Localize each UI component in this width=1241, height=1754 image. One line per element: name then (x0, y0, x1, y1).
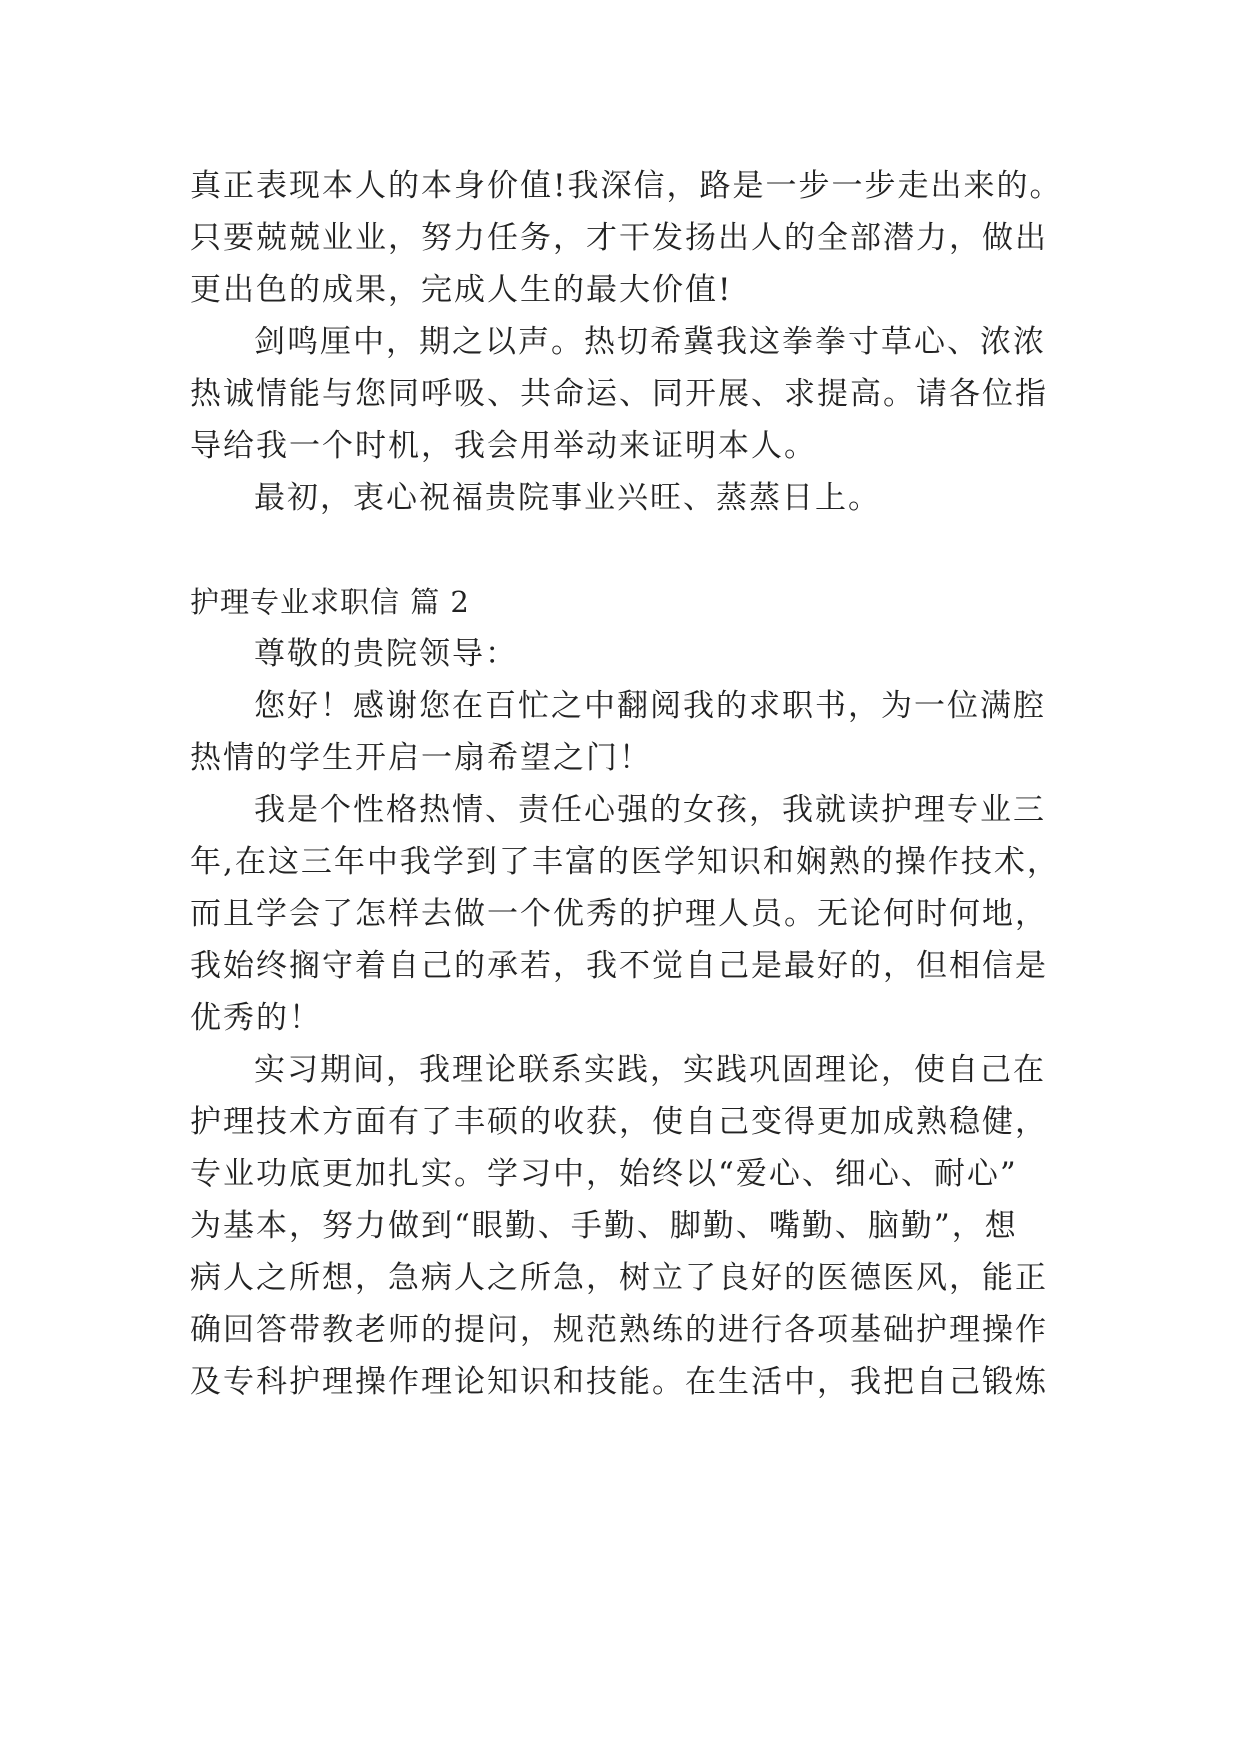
document-body (190, 160, 1063, 1408)
paragraph (190, 472, 1060, 524)
text-line: 最初，衷心祝福贵院事业兴旺、蒸蒸日上。 (254, 480, 881, 516)
text-line: 实习期间，我理论联系实践，实践巩固理论，使自己在 (254, 1052, 1046, 1088)
paragraph (190, 1044, 1060, 1408)
text-line: 及专科护理操作理论知识和技能。在生活中，我把自己锻炼 (190, 1364, 1048, 1400)
text-line: 剑鸣厘中，期之以声。热切希冀我这拳拳寸草心、浓浓 (254, 324, 1046, 360)
text-line: 病人之所想，急病人之所急，树立了良好的医德医风，能正 (190, 1260, 1048, 1296)
text-line: 年,在这三年中我学到了丰富的医学知识和娴熟的操作技术， (190, 844, 1060, 880)
text-line: 护理技术方面有了丰硕的收获，使自己变得更加成熟稳健， (190, 1104, 1048, 1140)
text-line: 热诚情能与您同呼吸、共命运、同开展、求提高。请各位指 (190, 376, 1048, 412)
text-line: 专业功底更加扎实。学习中，始终以“爱心、细心、耐心” (190, 1156, 1018, 1192)
text-line: 而且学会了怎样去做一个优秀的护理人员。无论何时何地， (190, 896, 1048, 932)
text-line: 更出色的成果，完成人生的最大价值! (190, 272, 733, 308)
text-line: 导给我一个时机，我会用举动来证明本人。 (190, 428, 817, 464)
text-line: 热情的学生开启一扇希望之门！ (190, 740, 652, 776)
text-line: 我始终搁守着自己的承若，我不觉自己是最好的，但相信是 (190, 948, 1048, 984)
salutation: 尊敬的贵院领导： (254, 636, 518, 672)
paragraph-continuation (190, 160, 1063, 316)
text-line: 确回答带教老师的提问，规范熟练的进行各项基础护理操作 (190, 1312, 1048, 1348)
section-title: 护理专业求职信 篇 2 (190, 585, 470, 619)
text-line: 您好！感谢您在百忙之中翻阅我的求职书，为一位满腔 (254, 688, 1046, 724)
paragraph (190, 316, 1060, 472)
spacer (190, 524, 1060, 576)
text-line: 优秀的！ (190, 1000, 322, 1036)
paragraph (190, 680, 1060, 784)
text-line: 我是个性格热情、责任心强的女孩，我就读护理专业三 (254, 792, 1046, 828)
text-line: 为基本，努力做到“眼勤、手勤、脚勤、嘴勤、脑勤”，想 (190, 1208, 1018, 1244)
paragraph (190, 784, 1060, 1044)
text-line: 只要兢兢业业，努力任务，才干发扬出人的全部潜力，做出 (190, 220, 1048, 256)
text-line: 真正表现本人的本身价值!我深信，路是一步一步走出来的。 (190, 168, 1063, 204)
